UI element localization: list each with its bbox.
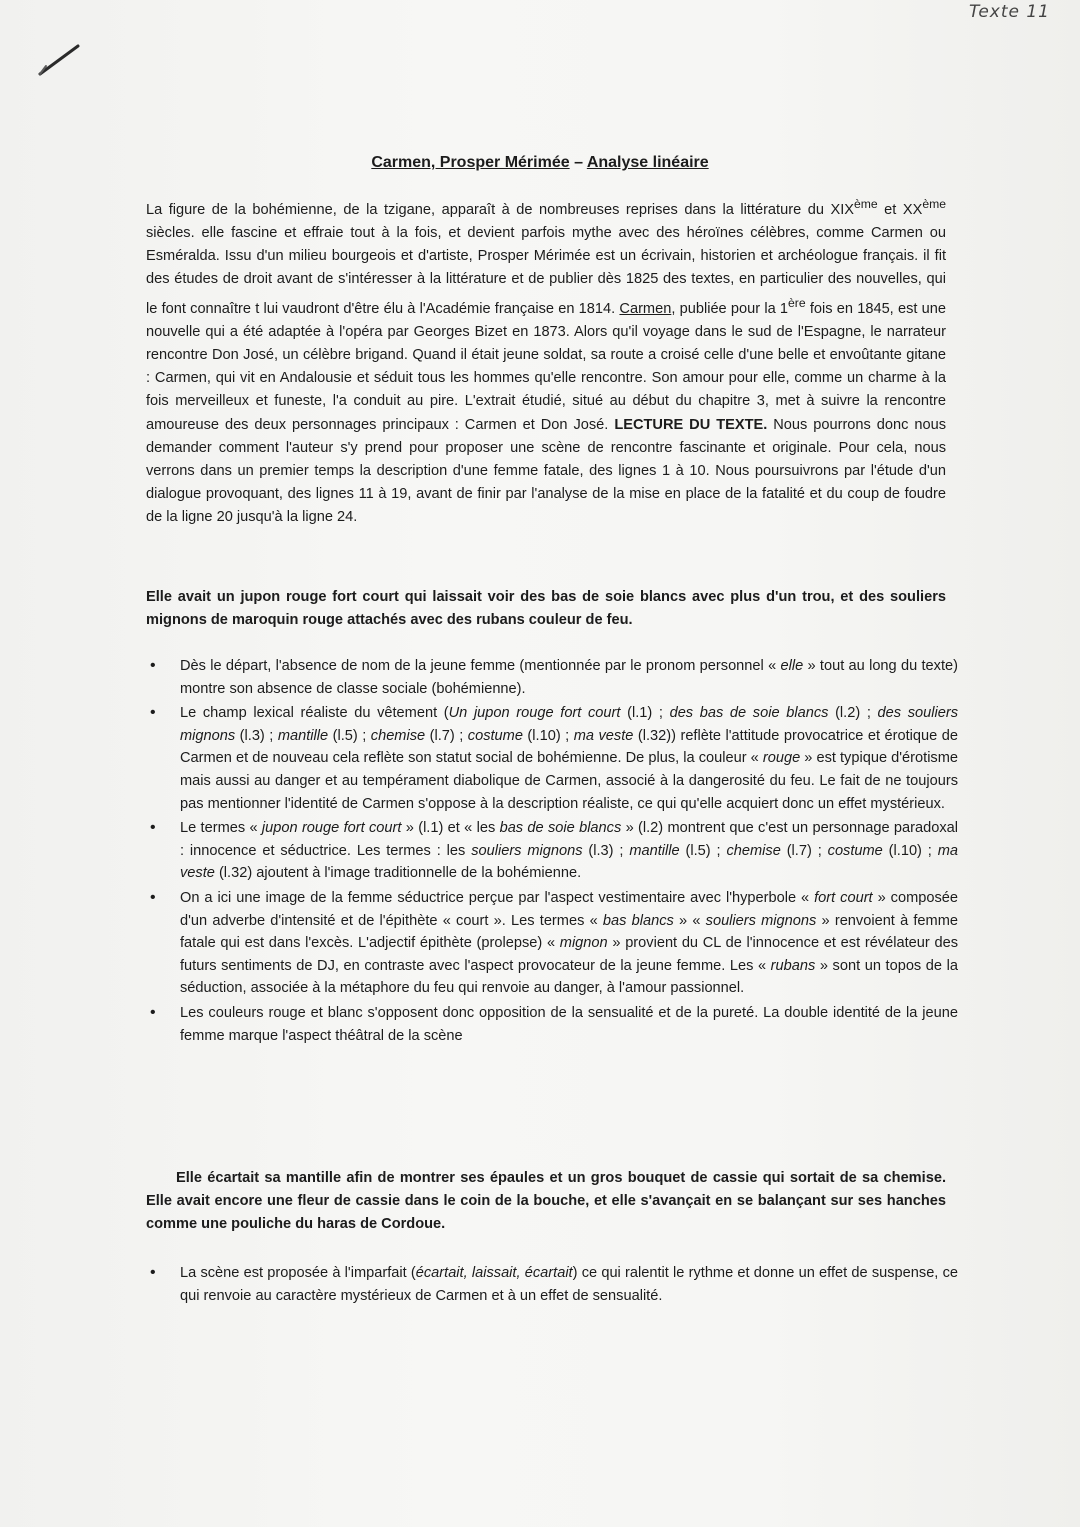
text: (l.2) ; — [828, 705, 878, 722]
quote-term: souliers mignons — [705, 912, 817, 929]
handwritten-corner-note: Texte 11 — [969, 2, 1050, 22]
list-item — [180, 887, 958, 1000]
text: (l.5) ; — [328, 727, 371, 744]
text: Dès le départ, l'absence de nom de la jeune femme (mentionnée par le pronom personnel « — [180, 658, 781, 674]
quote-term: écartait, laissait, écartait — [415, 1265, 573, 1281]
text: » est typique d'érotisme mais aussi au danger et au tempérament diabolique de Carmen, associé à la dangerosité du feu. Le fait de ne toujours pas mentionner l'identité de Carmen s'oppose à la description réaliste, ce qui qu'elle acquiert donc un effet mystérieux. — [180, 750, 959, 812]
quote-term: Un jupon rouge fort court — [448, 705, 621, 722]
quote-term: elle — [780, 658, 804, 674]
quoted-passage-2: Elle écartait sa mantille afin de montrer ses épaules et un gros bouquet de cassie qui sortait de sa chemise. Elle avait encore une fleur de cassie dans le coin de la bouche, et elle s'avançait en se balançant sur ses hanches comme une pouliche du haras de Cordoue. — [146, 1170, 946, 1233]
quote-term: costume — [467, 727, 523, 744]
title-separator: – — [569, 154, 587, 171]
intro-sup: ème — [854, 197, 878, 211]
quoted-passage-1: Elle avait un jupon rouge fort court qui laissait voir des bas de soie blancs avec plus d'un trou, et des souliers mignons de maroquin rouge attachés avec des rubans couleur de feu. — [146, 589, 946, 629]
text: (l.3) ; — [235, 727, 278, 744]
text: (l.10) ; — [882, 842, 938, 859]
list-item — [180, 1262, 958, 1307]
text: (l.5) ; — [679, 842, 727, 859]
analysis-list-2 — [146, 1262, 958, 1309]
quote-term: chemise — [370, 727, 426, 744]
quote-term: jupon rouge fort court — [261, 820, 402, 837]
text: » « — [673, 912, 706, 929]
quote-term: bas de soie blancs — [499, 820, 622, 837]
text: » provient du CL de l'innocence et est révélateur des futurs sentiments de DJ, en contraste avec l'aspect provocateur de la jeune femme. Les « — [180, 935, 958, 974]
text: (l.32)) reflète l'attitude provocatrice et érotique de Carmen et de nouveau cela reflète son statut social de bohémienne. De plus, la couleur « — [180, 727, 958, 767]
quote-term: bas blancs — [602, 912, 674, 929]
check-mark-icon — [34, 40, 84, 80]
quote-term: chemise — [726, 842, 781, 859]
text: (l.3) ; — [582, 842, 630, 859]
intro-text: Nous pourrons donc nous demander comment l'auteur s'y prend pour proposer une scène de rencontre fascinante et originale. Pour cela, nous verrons dans un premier temps la description d'une femme fatale, des lignes 1 à 10. Nous poursuivrons par l'étude d'un dialogue provoquant, des lignes 11 à 19, avant de finir par l'analyse de la mise en place de la fatalité et du coup de foudre de la ligne 20 jusqu'à la ligne 24. — [146, 416, 947, 526]
text: Le champ lexical réaliste du vêtement ( — [180, 705, 449, 722]
quote-term: mantille — [277, 727, 329, 744]
quote-term: costume — [827, 842, 883, 859]
intro-text: , publiée pour la 1 — [671, 300, 789, 317]
quote-term: des souliers mignons — [180, 705, 959, 744]
text: On a ici une image de la femme séductrice perçue par l'aspect vestimentaire avec l'hyperbole « — [180, 889, 815, 906]
quote-term: des bas de soie blancs — [669, 705, 829, 722]
intro-text: siècles. elle fascine et effraie tout à la fois, et devient parfois mythe avec des héroïnes célèbres, comme Carmen ou Esméralda. Issu d'un milieu bourgeois et d'artiste, Prosper Mérimée est un écrivain, historien et archéologue français. il fit des études de droit avant de s'intéresser à la littérature et de publier dès 1825 des textes, en particulier des nouvelles, qui le font connaître t lui vaudront d'être élu à l'Académie française en 1814. — [146, 225, 946, 317]
text: » composée d'un adverbe d'intensité et de l'épithète « court ». Les termes « — [180, 889, 958, 929]
quote-term: fort court — [814, 889, 873, 906]
page-title — [0, 154, 1080, 172]
quote-term: rubans — [770, 957, 816, 974]
text: (l.10) ; — [522, 727, 574, 744]
list-item — [180, 702, 958, 815]
text: Le termes « — [180, 820, 262, 837]
intro-sup: ère — [788, 295, 806, 310]
quote-term: mignon — [559, 935, 608, 952]
intro-text: fois en 1845, est une nouvelle qui a été adaptée à l'opéra par Georges Bizet en 1873. Alors qu'il voyage dans le sud de l'Espagne, le narrateur rencontre Don José, un célèbre brigand. Quand il était jeune soldat, sa route a croisé celle d'une belle et envoûtante gitane : Carmen, qui vit en Andalousie et séduit tous les hommes qu'elle rencontre. Son amour pour elle, comme un charme à la fois merveilleux et funeste, l'a conduit au pire. L'extrait étudié, situé au début du chapitre 3, met à suivre la rencontre amoureuse des deux personnages principaux : Carmen et Don José. — [146, 300, 946, 433]
intro-text: et XX — [877, 201, 923, 218]
text: » renvoient à femme fatale qui est dans l'excès. L'adjectif épithète (prolepse) « — [180, 912, 958, 952]
list-item — [180, 817, 958, 885]
text: La scène est proposée à l'imparfait ( — [180, 1265, 416, 1281]
intro-sup: ème — [922, 197, 946, 211]
intro-lecture-label: LECTURE DU TEXTE. — [614, 416, 768, 433]
text: (l.32) ajoutent à l'image traditionnelle de la bohémienne. — [214, 865, 582, 882]
list-item: • Les couleurs rouge et blanc s'opposent donc opposition de la sensualité et de la pureté. La double identité de la jeune femme marque l'aspect théâtral de la scène — [180, 1002, 958, 1047]
text: » (l.1) et « les — [401, 820, 500, 837]
intro-carmen-underlined: Carmen — [619, 300, 672, 317]
title-analysis: Analyse linéaire — [586, 154, 709, 171]
quote-term: ma veste — [180, 842, 959, 882]
title-work-author: Carmen, Prosper Mérimée — [371, 154, 570, 171]
quote-term: ma veste — [573, 727, 634, 744]
text: ) ce qui ralentit le rythme et donne un effet de suspense, ce qui renvoie au caractère mystérieux de Carmen et à un effet de sensualité. — [180, 1265, 958, 1304]
quote-term: rouge — [762, 750, 801, 767]
list-item — [180, 655, 958, 700]
intro-text: La figure de la bohémienne, de la tzigane, apparaît à de nombreuses reprises dans la littérature du XIX — [146, 201, 854, 218]
text: » (l.2) montrent que c'est un personnage paradoxal : innocence et séductrice. Les termes : les — [180, 820, 958, 859]
text: (l.1) ; — [620, 705, 670, 722]
introduction-paragraph — [146, 193, 946, 530]
text: (l.7) ; — [425, 727, 468, 744]
quote-term: souliers mignons — [471, 842, 583, 859]
text: » sont un topos de la séduction, associée à la métaphore du feu qui renvoie au danger, à l'amour passionnel. — [180, 957, 958, 997]
text: (l.7) ; — [780, 842, 828, 859]
text: » tout au long du texte) montre son absence de classe sociale (bohémienne). — [180, 658, 958, 697]
quote-term: mantille — [629, 842, 680, 859]
analysis-list-1 — [146, 655, 958, 1049]
